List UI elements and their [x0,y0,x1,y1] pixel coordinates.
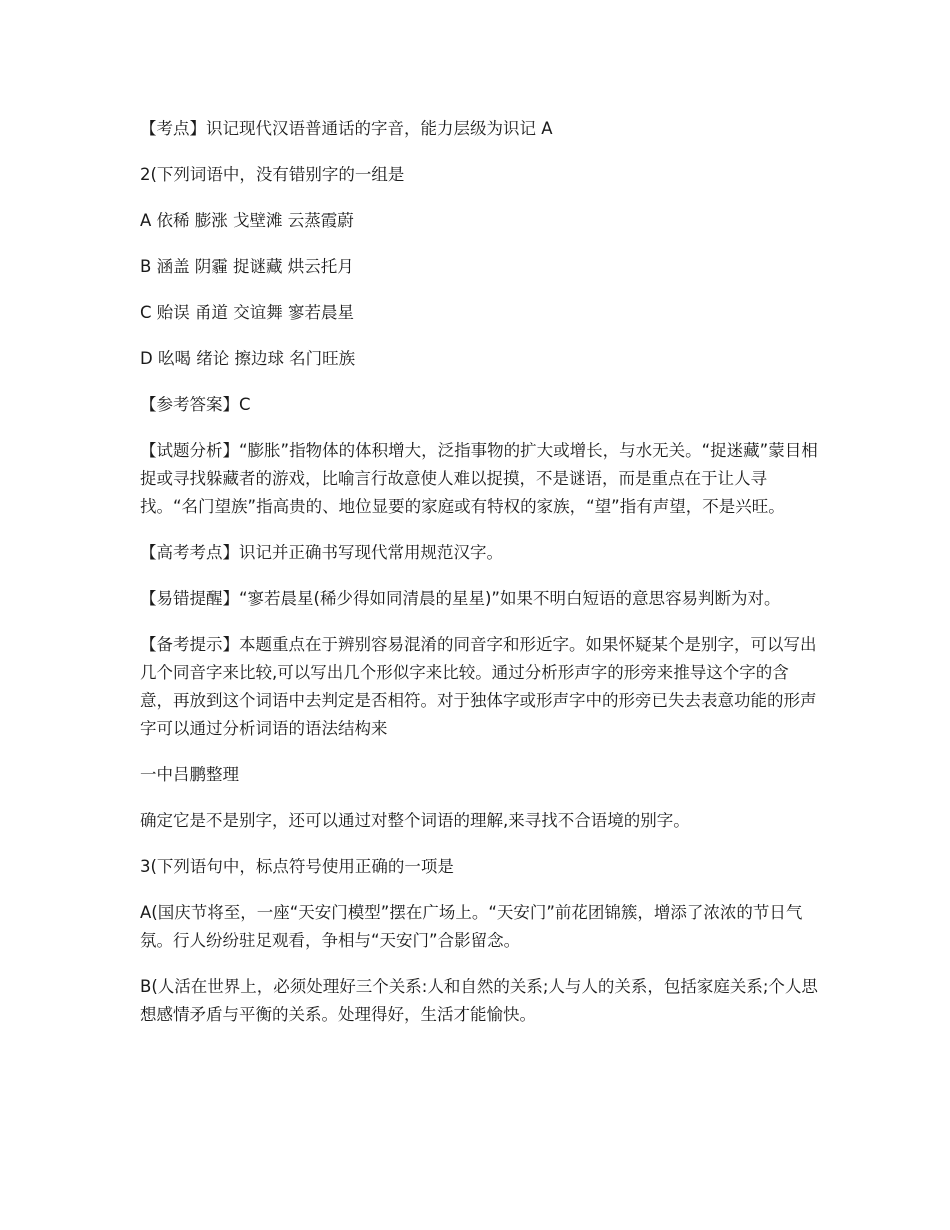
question-2-option-d: D 吆喝 绪论 擦边球 名门旺族 [140,349,356,368]
question-2-option-a: A 依稀 膨涨 戈壁滩 云蒸霞蔚 [140,211,354,230]
question-2-stem: 2(下列词语中，没有错别字的一组是 [140,165,405,184]
question-3-option-a: A(国庆节将至，一座“天安门模型”摆在广场上。“天安门”前花团锦簇，增添了浓浓的节日气氛。行人纷纷驻足观看，争相与“天安门”合影留念。 [140,903,803,950]
gaokao-exam-point: 【高考考点】识记并正确书写现代常用规范汉字。 [140,543,503,562]
question-3-stem: 3(下列语句中，标点符号使用正确的一项是 [140,857,454,876]
compiler-note: 一中吕鹏整理 [140,765,239,784]
question-2-option-c: C 贻误 甬道 交谊舞 寥若晨星 [140,303,355,322]
preparation-tips: 【备考提示】本题重点在于辨别容易混淆的同音字和形近字。如果怀疑某个是别字，可以写出几个同音字来比较,可以写出几个形似字来比较。通过分析形声字的形旁来推导这个字的含意，再放到这个词语中去判定是否相符。对于独体字或形声字中的形旁已失去表意功能的形声字可以通过分析词语的语法结构来 [140,635,817,738]
question-analysis: 【试题分析】“膨胀”指物体的体积增大，泛指事物的扩大或增长，与水无关。“捉迷藏”蒙目相捉或寻找躲藏者的游戏，比喻言行故意使人难以捉摸，不是谜语，而是重点在于让人寻找。“名门望族”指高贵的、地位显要的家庭或有特权的家族，“望”指有声望，不是兴旺。 [140,441,818,516]
reference-answer: 【参考答案】C [140,395,251,414]
document-body [140,115,820,1047]
exam-point-paragraph: 【考点】识记现代汉语普通话的字音，能力层级为识记 A [140,119,553,138]
error-reminder: 【易错提醒】“寥若晨星(稀少得如同清晨的星星)”如果不明白短语的意思容易判断为对。 [140,589,781,608]
question-2-option-b: B 涵盖 阴霾 捉谜藏 烘云托月 [140,257,354,276]
question-3-option-b: B(人活在世界上，必须处理好三个关系:人和自然的关系;人与人的关系，包括家庭关系;个人思想感情矛盾与平衡的关系。处理得好，生活才能愉快。 [140,977,818,1024]
preparation-tips-continued: 确定它是不是别字，还可以通过对整个词语的理解,来寻找不合语境的别字。 [140,811,690,830]
